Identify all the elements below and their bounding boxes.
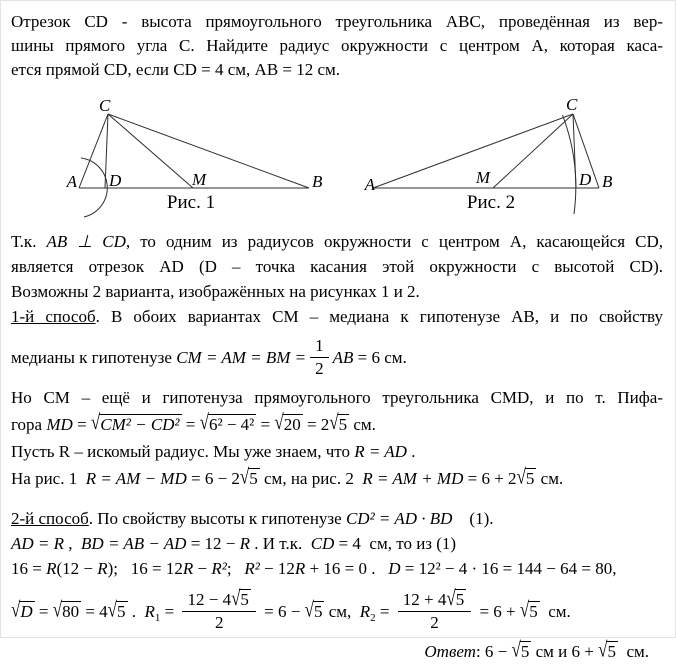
radical-sign: √ [598, 637, 608, 662]
section-gap [11, 493, 663, 506]
formula-text: = [375, 601, 394, 621]
math-run: R = AM − MD [85, 469, 187, 488]
radical-sign: √ [199, 410, 209, 435]
body-text: см. [536, 469, 564, 488]
math-run: R [294, 559, 306, 578]
math-run: R [97, 559, 108, 578]
math-run: R [144, 601, 155, 621]
figure-1-drawing [46, 94, 346, 222]
fig1-label-C: C [99, 96, 111, 115]
fraction-r1 [182, 586, 255, 633]
radical-sign: √ [516, 464, 526, 489]
method1-result-line [11, 464, 663, 493]
formula-text: 12 − 4 [187, 590, 232, 609]
sqrt-expression [274, 410, 302, 440]
sqrt-expression [512, 639, 532, 665]
sqrt-expression [519, 597, 540, 624]
formula-text: гора [11, 415, 47, 434]
formula-text: = 6 − 2 [186, 469, 240, 488]
intro-text: , то одним из радиусов окружности с центром A, касающейся CD, [125, 232, 663, 251]
math-run: MD [46, 415, 73, 434]
sqrt-expression [231, 586, 251, 610]
math-run: AB [332, 347, 354, 367]
formula-text: = [256, 415, 275, 434]
answer-label: Ответ [424, 642, 476, 661]
radicand: 6² − 4² [208, 415, 255, 434]
formula-text: ); 16 = 12 [107, 559, 183, 578]
fig1-side-ac [79, 114, 108, 188]
formula-text: (12 − [56, 559, 98, 578]
formula-text: медианы к гипотенузе [11, 347, 177, 367]
formula-text: − 12 [259, 559, 295, 578]
intro-paragraph [11, 229, 663, 304]
radicand: 5 [607, 642, 616, 661]
method2-title-line [11, 506, 663, 531]
substitution-line [11, 531, 663, 556]
formula-text: = 6 − [259, 601, 305, 621]
fig2-caption: Рис. 2 [466, 192, 516, 213]
numerator [182, 586, 255, 612]
math-run: R = AM + MD [362, 469, 464, 488]
formula-text: см. [349, 415, 376, 434]
formula-text: = [72, 415, 91, 434]
intro-line-1 [11, 229, 663, 254]
formula-text: . И т.к. [250, 534, 311, 553]
formula-text: = 12² − 4 · 16 = 144 − 64 = 80, [400, 559, 617, 578]
radical-sign: √ [519, 597, 530, 622]
formula-text: , [64, 534, 82, 553]
method1-intro: . В обоих вариантах CM – медиана к гипотенузе AB, и по свойству [95, 307, 663, 326]
radical-sign: √ [52, 597, 63, 622]
body-text: . [406, 442, 416, 461]
math-run: R² [211, 559, 227, 578]
method1-title: 1-й способ [11, 307, 96, 326]
intro-line-3 [11, 279, 663, 304]
denominator: 2 [430, 613, 439, 632]
formula-text: см. [539, 601, 571, 621]
numerator [398, 586, 471, 612]
formula-text: − [193, 559, 212, 578]
body-text: На рис. 1 [11, 469, 86, 488]
math-run: CD [310, 534, 335, 553]
radical-sign: √ [231, 586, 241, 610]
radicand: 5 [240, 590, 249, 609]
radicand: 5 [338, 415, 348, 434]
fig2-label-B: B [602, 172, 613, 191]
denominator: 2 [214, 613, 224, 632]
intro-text: является отрезок AD (D – точка касания этой окружности с высотой CD). [11, 257, 663, 276]
let-radius-line [11, 440, 663, 464]
sqrt-expression [517, 464, 537, 493]
subscript: 1 [154, 611, 161, 624]
denominator: 2 [315, 359, 324, 378]
math-run: R [182, 559, 194, 578]
radical-sign: √ [274, 410, 284, 435]
formula-text: = 12 − [186, 534, 240, 553]
intro-text: Возможны 2 варианта, изображённых на рисунках 1 и 2. [11, 282, 420, 301]
radicand: 20 [283, 415, 301, 434]
method2-intro: . По свойству высоты к гипотенузе [88, 509, 346, 528]
formula-text: см, [324, 601, 360, 621]
body-text: Но CM – ещё и гипотенуза прямоугольного треугольника CMD, и по т. Пифа- [11, 388, 663, 407]
fig2-side-ac [373, 114, 573, 188]
radical-sign: √ [90, 410, 101, 435]
sqrt-expression [107, 597, 128, 624]
math-run: AD = R [11, 534, 65, 553]
fig2-label-C: C [566, 95, 578, 114]
fig2-label-D: D [579, 170, 592, 189]
radical-sign: √ [107, 597, 117, 622]
formula-text: 12 + 4 [402, 590, 447, 609]
figures-row [11, 94, 663, 222]
method2-title: 2-й способ [11, 509, 89, 528]
formula-text: . [127, 601, 145, 621]
math-run: CM = AM = BM = [176, 347, 307, 367]
md-formula-line [11, 410, 663, 440]
radicand: D [20, 601, 33, 621]
sqrt-expression [200, 410, 257, 440]
radicand: 5 [520, 642, 530, 661]
problem-text-1: Отрезок CD - высота прямоугольного треугольника ABC, проведённая из вер- [11, 12, 663, 31]
radical-sign: √ [239, 464, 250, 489]
fig2-median-cm [493, 114, 573, 188]
fig1-caption: Рис. 1 [166, 192, 216, 213]
radicand: 80 [62, 601, 80, 621]
radical-sign: √ [11, 597, 21, 622]
answer-text: см. [617, 642, 649, 661]
math-run: BD = AB − AD [81, 534, 187, 553]
math-run: R [359, 601, 371, 621]
fig1-label-A: A [66, 172, 77, 191]
math-run-perp: AB ⊥ CD [46, 232, 126, 251]
math-run: R [46, 559, 57, 578]
formula-text: = 4 [81, 601, 108, 621]
roots-formula-line [11, 586, 663, 635]
formula-text: = [34, 601, 53, 621]
answer-line [11, 639, 663, 665]
problem-line-1 [11, 10, 663, 34]
fig1-side-cb [108, 114, 309, 188]
radicand: 5 [249, 469, 258, 488]
radicand: 5 [313, 601, 323, 621]
body-text: Пусть R – искомый радиус. Мы уже знаем, что [11, 442, 355, 461]
figure-2-drawing [351, 94, 651, 222]
sqrt-expression [329, 410, 349, 440]
radical-sign: √ [511, 637, 521, 662]
problem-text-3: ется прямой CD, если CD = 4 см, AB = 12 см. [11, 60, 341, 79]
quadratic-line [11, 556, 663, 581]
sqrt-expression [240, 464, 260, 493]
fig1-label-M: M [192, 170, 207, 189]
intro-line-2 [11, 254, 663, 279]
formula-text: + 16 = 0 . [305, 559, 389, 578]
sqrt-expression [598, 639, 618, 665]
sqrt-expression [11, 597, 35, 624]
method1-title-line [11, 304, 663, 329]
body-text: см, на рис. 2 [259, 469, 363, 488]
answer-text: : 6 − [475, 642, 512, 661]
math-run: CD² = AD · BD [345, 509, 453, 528]
sqrt-expression [446, 586, 466, 610]
radical-sign: √ [446, 586, 456, 610]
formula-text: 16 = [11, 559, 47, 578]
radicand: 5 [525, 469, 535, 488]
formula-text: = 6 см. [353, 347, 407, 367]
median-formula-line [11, 337, 663, 381]
formula-text: = [160, 601, 179, 621]
formula-text: = 6 + 2 [463, 469, 517, 488]
math-run: D [388, 559, 401, 578]
problem-line-2 [11, 34, 663, 58]
radical-sign: √ [304, 597, 314, 622]
formula-text: ; [226, 559, 245, 578]
subscript: 2 [370, 611, 376, 624]
fig2-label-A: A [364, 175, 375, 194]
formula-text: = 6 + [475, 601, 520, 621]
radicand: CM² − CD² [100, 415, 180, 434]
radical-sign: √ [329, 410, 339, 435]
radicand: 5 [117, 601, 126, 621]
math-run: R [239, 534, 251, 553]
numerator: 1 [310, 335, 329, 358]
radicand: 5 [455, 590, 465, 609]
fig2-label-M: M [475, 168, 490, 187]
fig1-label-B: B [312, 172, 323, 191]
fig1-label-D: D [109, 171, 122, 190]
answer-text: см и 6 + [531, 642, 599, 661]
problem-line-3 [11, 58, 663, 82]
radicand: 5 [529, 601, 538, 621]
formula-text: = [181, 415, 200, 434]
problem-text-2: шины прямого угла C. Найдите радиус окружности с центром A, которая каса- [11, 36, 663, 55]
math-run: R = AD [354, 442, 407, 461]
intro-text: Т.к. [11, 232, 47, 251]
formula-text: (1). [452, 509, 494, 528]
sqrt-expression [91, 410, 182, 440]
formula-text: = 4 см, то из (1) [334, 534, 457, 553]
problem-statement [11, 10, 663, 82]
math-run: R² [244, 559, 260, 578]
fraction-one-half [310, 335, 329, 379]
sqrt-expression [304, 597, 325, 624]
sqrt-expression [52, 597, 81, 624]
fraction-r2 [398, 586, 471, 633]
formula-text: = 2 [302, 415, 330, 434]
